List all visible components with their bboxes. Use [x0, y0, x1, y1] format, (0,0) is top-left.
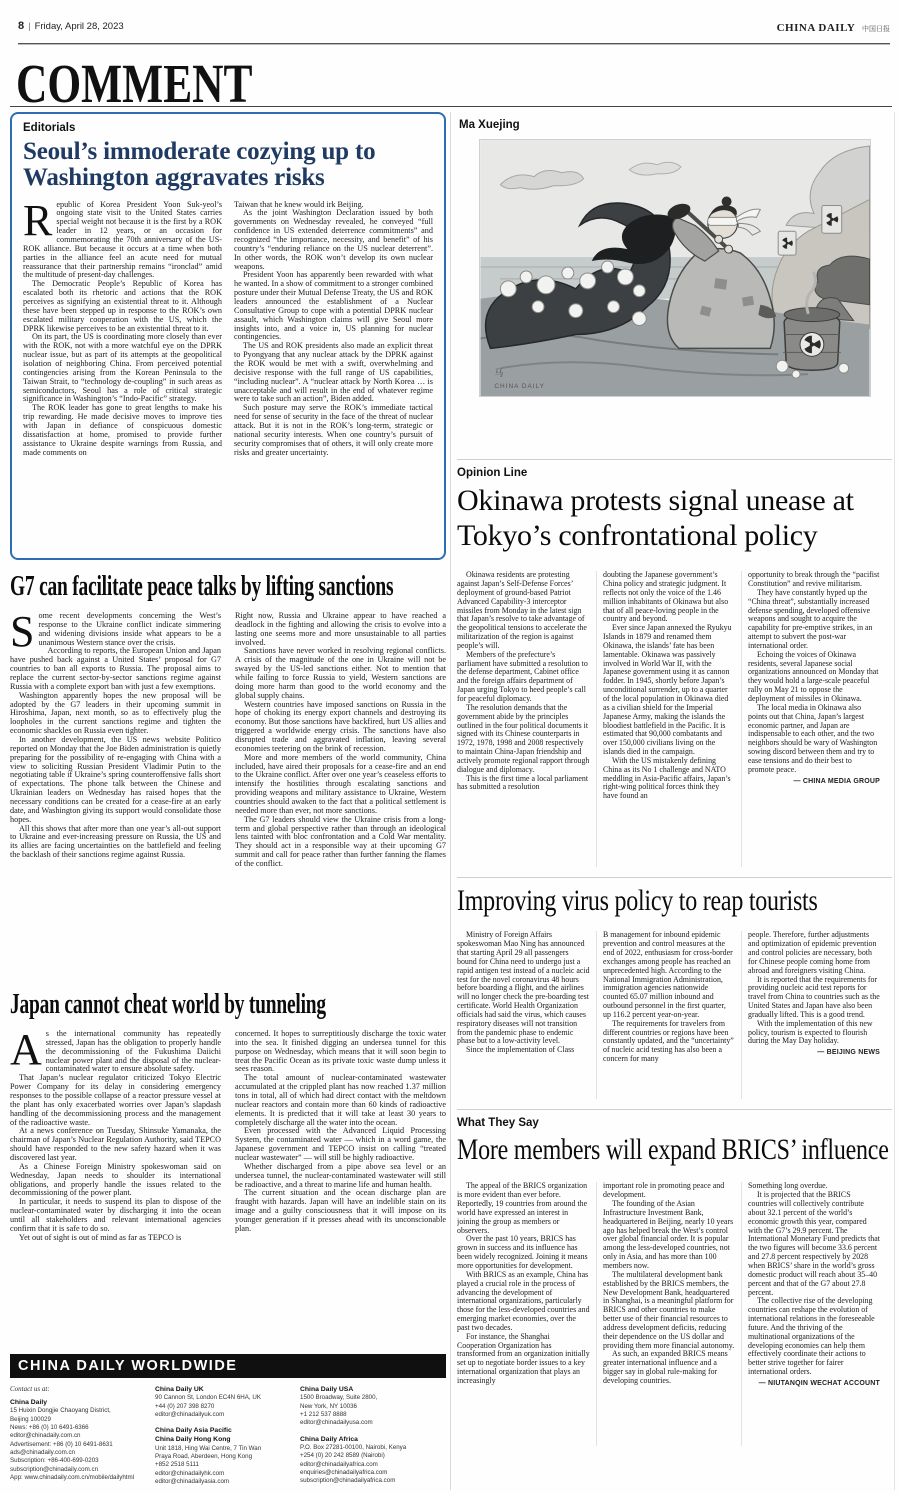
g7-headline: G7 can facilitate peace talks by lifting sanctions	[10, 570, 394, 602]
office-contact-line: 15 Huixin Dongjie Chaoyang District,	[10, 1407, 111, 1415]
contact-us-label: Contact us at:	[10, 1385, 50, 1393]
virus-headline: Improving virus policy to reap tourists	[457, 884, 818, 918]
editorials-kicker: Editorials	[23, 122, 76, 134]
virus-column-1	[457, 931, 596, 1099]
article-paragraph: Okinawa residents are protesting against Japan’s Self-Defense Forces’ deployment of ground-based Patriot Advanced Capability-3 interceptor missiles from Monday in the latest sign that Japan’s resolve to take advantage of the geopolitical tensions to accelerate the militarization of the region is against people’s will.	[457, 571, 587, 650]
section-rule	[457, 877, 892, 878]
office-name: China Daily UK	[155, 1386, 204, 1393]
office-contact-line: editor@chinadailyhk.com	[155, 1469, 225, 1477]
virus-body	[457, 931, 892, 1099]
article-paragraph: Something long overdue.	[748, 1182, 828, 1191]
article-paragraph: In another development, the US news website Politico reported on Monday that the Joe Biden administration is quietly preparing for the possibility of re-engaging with China with a view to soliciting Russian President Vladimir Putin to the negotiating table if Ukraine’s spring counteroffensive falls short of expectations. The phone talk between the Chinese and Ukrainian leaders on Wednesday has raised hopes that the necessary conditions can be created for a cease-fire at an early date, and Washington giving its support would consolidate those hopes.	[10, 735, 221, 824]
office-contact-line: subscription@chinadailyafrica.com	[300, 1477, 396, 1485]
article-paragraph: Echoing the voices of Okinawa residents, several Japanese social organizations announced on Monday that they would hold a large-scale peaceful rally on May 21 to oppose the deployment of missiles in Okinawa.	[748, 649, 879, 703]
article-paragraph: Taiwan that he knew would irk Beijing.	[234, 200, 364, 209]
article-paragraph: As a Chinese Foreign Ministry spokeswoman said on Wednesday, Japan needs to shoulder its international obligations, and properly handle the issues related to the decommissioning of the power plant.	[10, 1161, 221, 1198]
okinawa-column-2	[596, 571, 741, 867]
g7-column-1	[10, 612, 221, 869]
article-paragraph: The US and ROK presidents also made an explicit threat to Pyongyang that any nuclear attack by the DPRK against the ROK would be met with a swift, overwhelming and decisive response with the full range of US capabilities, “including nuclear”. A “nuclear attack by North Korea … is unacceptable and will result in the end of whatever regime were to take such an action”, Biden added.	[234, 341, 433, 404]
okinawa-column-3-text	[748, 571, 880, 774]
okinawa-signoff: — CHINA MEDIA GROUP	[793, 777, 880, 785]
office-contact-line: Unit 1818, Hing Wai Centre, 7 Tin Wan	[155, 1444, 262, 1452]
virus-signoff: — BEIJING NEWS	[817, 1049, 880, 1057]
brics-column-2	[596, 1182, 741, 1446]
office-contact-line: +1 212 537 8888	[300, 1410, 347, 1418]
japan-headline: Japan cannot cheat world by tunneling	[10, 988, 326, 1020]
brics-column-1	[457, 1182, 596, 1446]
okinawa-headline: Okinawa protests signal unease at Tokyo’s confrontational policy	[457, 484, 854, 553]
article-paragraph: Ever since Japan annexed the Ryukyu Islands in 1879 and renamed them Okinawa, the islands’ fate has been lamentable. Okinawa was passively involved in World War II, with the Japanese government using it as cannon fodder. In 1945, shortly before Japan’s unconditional surrender, up to a quarter of the local population in Okinawa died as a civilian shield for the Imperial Japanese Army, making the islands the bloodiest battlefield in the Pacific. It is estimated that 90,000 combatants and over 150,000 civilians living on the islands died in the campaign.	[603, 623, 732, 757]
article-paragraph: concerned. It hopes to surreptitiously discharge the toxic water into the sea. It finished digging an undersea tunnel for this purpose on Wednesday, which means that it will soon begin to treat the Pacific Ocean as its private toxic waste dump unless it sees reason.	[235, 1030, 446, 1074]
g7-column-2	[235, 612, 446, 869]
office-name: China Daily USA	[300, 1386, 354, 1393]
article-paragraph: Ministry of Foreign Affairs spokeswoman Mao Ning has announced that starting April 29 all passengers bound for China need to undergo just a rapid antigen test instead of a nucleic acid test for the novel coronavirus 48 hours before boarding a flight, and the airlines will no longer check the pre-boarding test certificate. World Health Organization officials had said the virus, which causes respiratory diseases will not transition from the pandemic phase to endemic phase but to a low-activity level.	[457, 931, 590, 1046]
article-paragraph: The resolution demands that the government abide by the principles outlined in the four political documents it signed with its Chinese counterparts in 1972, 1978, 1998 and 2008 respectively to maintain China-Japan friendship and actively promote regional rapport through dialogue and diplomacy.	[457, 702, 590, 774]
office-block	[155, 1385, 300, 1419]
worldwide-column-3	[300, 1385, 445, 1493]
office-contact-line: P.O. Box 27281-00100, Nairobi, Kenya	[300, 1443, 407, 1451]
article-paragraph: That Japan’s nuclear regulator criticized Tokyo Electric Power Company for its delay in considering emergency responses to the possible collapse of a reactor pressure vessel at the plant has only exacerbated worries over Japan’s slapdash handling of the decommissioning process and the management of the radioactive waste.	[10, 1073, 221, 1127]
article-paragraph: Washington apparently hopes the new proposal will be adopted by the G7 leaders in their upcoming summit in Hiroshima, Japan, next month, so as to effectively plug the loopholes in the current sanctions regime and tighten the economic shackles on Russia even tighter.	[10, 690, 221, 736]
office-contact-line: +254 (0) 20 242 8589 (Nairobi)	[300, 1452, 385, 1460]
okinawa-column-1	[457, 571, 596, 867]
article-paragraph: Such posture may serve the ROK’s immediate tactical need for sense of security in the face of the threat of nuclear attack. But it is not in the ROK’s long-term, strategic or national security interests. When one country’s pursuit of security compromises that of others, it will only create more risks and greater uncertainty.	[234, 403, 433, 457]
office-list-3	[300, 1385, 445, 1486]
right-column-region	[457, 112, 892, 1494]
office-contact-line: enquiries@chinadailyafrica.com	[300, 1468, 388, 1476]
article-paragraph: Since the implementation of Class	[466, 1045, 575, 1055]
editorial-headline: Seoul’s immoderate cozying up to Washington aggravates risks	[23, 138, 376, 192]
article-paragraph: Some recent developments concerning the West’s response to the Ukraine conflict indicate simmering and widening divisions inside what appears to be a unanimous Western stance over the crisis.	[10, 612, 221, 656]
cartoon-signature: CHINA DAILY	[494, 383, 545, 391]
article-paragraph: All this shows that after more than one year’s all-out support to Ukraine and ever-increasing pressure on Russia, the US and its allies are facing uncertainties on the battlefield and feeling the backlash of their sanctions regime against Russia.	[10, 823, 221, 860]
editorial-column-1	[23, 201, 222, 458]
editorial-column-2	[234, 201, 433, 458]
office-contact-line: subscription@chinadaily.com.cn	[10, 1465, 99, 1473]
article-paragraph: The collective rise of the developing countries can reshape the evolution of international relations in the foreseeable future. And the thriving of the multinational organizations of the developing economies can help them effectively coordinate their actions to better strive together for fairer international orders.	[748, 1296, 875, 1377]
article-paragraph: Western countries have imposed sanctions on Russia in the hope of choking its energy export channels and destroying its economy. But those sanctions have backfired, hurt US allies and triggered a worldwide energy crisis. The sanctions have also disrupted trade and aggravated inflation, leaving several economies teetering on the brink of recession.	[235, 699, 446, 753]
article-paragraph: Members of the prefecture’s parliament have submitted a resolution to the defense department, Cabinet office and the foreign affairs department of Japan urging Tokyo to heed people’s call for peaceful diplomacy.	[457, 649, 588, 703]
worldwide-banner: CHINA DAILY WORLDWIDE	[10, 1354, 446, 1378]
article-paragraph: B management for inbound epidemic prevention and control measures at the end of 2022, enthusiasm for cross-border exchanges among people has reached an unprecedented high. According to the National Immigration Administration, immigration agencies nationwide counted 65.07 million inbound and outbound personnel in the first quarter, up 116.2 percent year-on-year.	[603, 931, 733, 1019]
worldwide-contacts	[10, 1385, 446, 1493]
japan-column-2	[235, 1030, 446, 1243]
office-block	[300, 1385, 445, 1428]
article-paragraph: At a news conference on Tuesday, Shinsuke Yamanaka, the chairman of Japan’s Nuclear Regulation Authority, said TEPCO should have responded to the new safety hazard when it was discovered last year.	[10, 1126, 221, 1163]
editorials-box	[10, 112, 446, 560]
g7-body	[10, 612, 446, 869]
article-paragraph: The founding of the Asian Infrastructure Investment Bank, headquartered in Beijing, nearly 10 years ago has helped break the West’s control over global financial order. It is popular among the less-developed countries, not only in Asia, and has more than 100 members now.	[603, 1199, 734, 1270]
what-they-say-kicker: What They Say	[457, 1117, 539, 1130]
office-contact-line: editor@chinadailyasia.com	[155, 1478, 230, 1486]
office-contact-line: Advertisement: +86 (0) 10 6491-8631	[10, 1440, 113, 1448]
worldwide-column-1	[10, 1385, 155, 1493]
brics-column-3	[741, 1182, 886, 1446]
office-contact-line: editor@chinadailyuk.com	[155, 1410, 225, 1418]
office-list-1	[10, 1398, 155, 1482]
article-paragraph: doubting the Japanese government’s China policy and strategic judgment. It reflects not only the voice of the 1.46 million inhabitants of Okinawa but also that of all peace-loving people in the country and beyond.	[603, 571, 729, 624]
masthead-rule	[10, 106, 892, 107]
article-paragraph: According to reports, the European Union and Japan have pushed back against a United States’ proposal for G7 countries to ban all exports to Russia. The proposal aims to replace the current sector-by-sector sanctions regime against Russia with a complete export ban with just a few exemptions.	[10, 646, 221, 691]
office-contact-line: Beijing 100029	[10, 1415, 51, 1423]
page-number: 8	[18, 20, 25, 32]
office-name: China Daily Asia Pacific	[155, 1427, 232, 1435]
article-paragraph: The current situation and the ocean discharge plan are fraught with hazards. Japan will have an indelible stain on its image and a guilty consciousness that it will impose on its younger generation if it presses ahead with its unconscionable plan.	[235, 1188, 446, 1233]
article-paragraph: important role in promoting peace and development.	[603, 1182, 725, 1200]
article-paragraph: The local media in Okinawa also points out that China, Japan’s largest economic partner, and Japan are indispensable to each other, and the two neighbors should be wary of Washington sowing discord between them and try to ease tensions and do their best to promote peace.	[748, 702, 878, 774]
article-paragraph: The appeal of the BRICS organization is more evident than ever before. Reportedly, 19 countries from around the world have expressed an interest in joining the group as members or observers.	[457, 1182, 588, 1235]
g7-article	[10, 570, 446, 978]
article-paragraph: In particular, it needs to suspend its plan to dispose of the nuclear-contaminated water by discharging it into the ocean until all stakeholders and relevant international agencies confirm that it is safe to do so.	[10, 1197, 221, 1233]
office-contact-line: 1500 Broadway, Suite 2800,	[300, 1394, 378, 1402]
editorial-cartoon	[479, 139, 871, 397]
office-contact-line: editor@chinadaily.com.cn	[10, 1432, 81, 1440]
article-paragraph: Right now, Russia and Ukraine appear to have reached a deadlock in the fighting and allowing the crisis to evolve into a lasting one seems more and more unsustainable to all parties involved.	[235, 612, 446, 647]
brics-body	[457, 1182, 892, 1446]
article-paragraph: The multilateral development bank established by the BRICS members, the New Development Bank, headquartered in Shanghai, is a meaningful platform for BRICS and other countries to make better use of their financial resources to address development deficits, reducing their dependence on the US dollar and providing them more financial autonomy.	[603, 1269, 735, 1350]
article-paragraph: The requirements for travelers from different countries or regions have been constantly updated, and the “uncertainty” of nucleic acid testing has also been a concern for many	[603, 1018, 734, 1064]
article-paragraph: As the international community has repeatedly stressed, Japan has the obligation to properly handle the decommissioning of the Fukushima Daiichi nuclear power plant and the disposal of the nuclear-contaminated water to ensure absolute safety.	[10, 1030, 221, 1074]
article-paragraph: With BRICS as an example, China has played a crucial role in the process of advancing the development of international organizations, particularly those for the less-developed countries and emerging market economies, over the past two decades.	[457, 1269, 590, 1332]
page-header	[18, 20, 890, 38]
blindfold	[708, 217, 738, 225]
header-separator: |	[28, 21, 31, 32]
office-contact-line: +44 (0) 207 398 8270	[155, 1402, 215, 1410]
article-paragraph: For instance, the Shanghai Cooperation Organization has transformed from an organization initially set up to negotiate border issues to a key international organization that plays an increasingly	[457, 1331, 590, 1385]
okinawa-body	[457, 571, 892, 867]
office-block	[300, 1435, 445, 1486]
drop-cap: A	[10, 1030, 42, 1074]
office-contact-line: App: www.chinadaily.com.cn/mobile/dailyhtml	[10, 1474, 135, 1482]
section-masthead: COMMENT	[16, 53, 253, 114]
center-column-rule	[450, 112, 451, 1490]
worldwide-column-2	[155, 1385, 300, 1493]
virus-column-3	[741, 931, 886, 1099]
article-paragraph: This is the first time a local parliament has submitted a resolution	[457, 773, 589, 792]
article-paragraph: With the implementation of this new policy, tourism is expected to flourish during the May Day holiday.	[748, 1018, 873, 1046]
article-paragraph: people. Therefore, further adjustments and optimization of epidemic prevention and control policies are necessary, both for Chinese people coming home from abroad and foreigners visiting China.	[748, 931, 877, 975]
brand-chinese-logo: 中国日报	[862, 26, 890, 33]
office-contact-line: editor@chinadailyusa.com	[300, 1419, 373, 1427]
office-contact-line: News: +86 (0) 10 6491-6366	[10, 1423, 89, 1431]
japan-column-1	[10, 1030, 221, 1243]
article-paragraph: With the US mistakenly defining China as its No 1 challenge and NATO meddling in Asia-Pacific affairs, Japan’s right-wing political forces think they have found an	[603, 755, 731, 801]
section-rule	[457, 1109, 892, 1110]
article-paragraph: Sanctions have never worked in resolving regional conflicts. A crisis of the magnitude of the one in Ukraine will not be swayed by the US-led sanctions either. Not to mention that while failing to force Russia to yield, Western sanctions are doing more harm than good to the world economy and the global supply chains.	[235, 646, 446, 700]
article-paragraph: The G7 leaders should view the Ukraine crisis from a long-term and global perspective rather than through an ideological lens tainted with bloc confrontation and a Cold War mentality. They should act in a responsible way at their upcoming G7 summit and call for peace rather than further fanning the flames of the conflict.	[235, 814, 446, 869]
article-paragraph: The Democratic People’s Republic of Korea has escalated both its rhetoric and actions that the ROK perceives as signifying an existential threat to it. Although these have been stepped up in response to the ROK’s own escalated military cooperation with the US, which the DPRK likewise perceives to be an existential threat to it.	[23, 279, 222, 333]
virus-column-3-text	[748, 931, 880, 1046]
office-contact-line: 90 Cannon St, London EC4N 6HA, UK	[155, 1394, 261, 1402]
right-edge-rule	[894, 112, 895, 1490]
header-rule	[18, 43, 890, 45]
office-contact-line: +852 2518 5111	[155, 1461, 199, 1469]
virus-column-2	[596, 931, 741, 1099]
japan-article	[10, 988, 446, 1346]
page-date: Friday, April 28, 2023	[34, 21, 124, 32]
article-paragraph: Yet out of sight is out of mind as far as TEPCO is	[19, 1232, 182, 1242]
office-name: China Daily Africa	[300, 1435, 358, 1443]
office-contact-line: ads@chinadaily.com.cn	[10, 1448, 75, 1456]
article-paragraph: It is reported that the requirements for providing nucleic acid test reports for travel from China to countries such as the United States and Japan have also been gradually lifted. This is a good trend.	[748, 974, 880, 1019]
office-contact-line: New York, NY 10036	[300, 1402, 357, 1410]
article-paragraph: Even processed with the Advanced Liquid Processing System, the contaminated water — which in a word game, the Japanese government and TEPCO insist on calling “treated nuclear wastewater” — will still be highly radioactive.	[235, 1126, 446, 1163]
header-brand	[777, 22, 890, 34]
left-column-region	[10, 112, 446, 1493]
article-paragraph: The total amount of nuclear-contaminated wastewater accumulated at the crippled plant has now reached 1.37 million tons in total, all of which had direct contact with the meltdown nuclear reactors and contain more than 60 kinds of radioactive elements. It is predicted that it will take at least 30 years to completely discharge all the water into the ocean.	[235, 1073, 446, 1127]
article-paragraph: President Yoon has apparently been rewarded with what he wanted. In a show of commitment to a stronger combined posture under their Mutual Defense Treaty, the US and ROK leaders announced the establishment of a Nuclear Consultative Group to cope with a potential DPRK nuclear assault, which Washington claims will give Seoul more insights into, and a voice in, US planning for nuclear contingencies.	[234, 270, 433, 342]
brics-column-3-text	[748, 1182, 880, 1377]
office-contact-line: editor@chinadailyafrica.com	[300, 1460, 378, 1468]
brics-headline: More members will expand BRICS’ influence	[457, 1133, 889, 1167]
office-contact-line: Subscription: +86-400-699-0203	[10, 1457, 99, 1465]
office-name: China Daily	[10, 1399, 48, 1406]
article-paragraph: Republic of Korea President Yoon Suk-yeol’s ongoing state visit to the United States carries special weight not because it is the first by a ROK leader in 12 years, or an occasion for commemorating the 70th anniversary of the US-ROK alliance. But because it occurs at a time when both parties in the alliance feel an acute need for mutual reassurance that their partnership remains “ironclad” amid the multitude of present-day challenges.	[23, 200, 222, 280]
cartoonist-byline: Ma Xuejing	[459, 119, 520, 131]
office-block	[155, 1426, 300, 1486]
opinion-line-kicker: Opinion Line	[457, 467, 528, 479]
article-paragraph: On its part, the US is coordinating more closely than ever with the ROK, not with a more watchful eye on the DPRK nuclear issue, but as part of its attempts at the geopolitical isolation of neighboring China. From perceived potential contingencies arising from the Korean Peninsula to the Taiwan Strait, to “technology de-coupling” in such areas as semiconductors, Seoul has a role of critical strategic significance in Washington’s “Indo-Pacific” strategy.	[23, 332, 222, 404]
okinawa-column-3	[741, 571, 886, 867]
section-rule	[457, 459, 892, 460]
article-paragraph: It is projected that the BRICS countries will collectively contribute about 32.1 percent of the world’s economic growth this year, compared with the G7’s 29.9 percent. The International Monetary Fund predicts that the two figures will become 33.6 percent and 27.8 percent respectively by 2028 when BRICS’ share in the world’s gross domestic product will reach about 35–40 percent and that of the G7 about 27.8 percent.	[748, 1190, 880, 1297]
article-paragraph: More and more members of the world community, China included, have aired their proposals for a cease-fire and an end to the Ukraine conflict. After over one year’s ceaseless efforts to intensify the hostilities through escalating sanctions and providing weapons and military assistance to Ukraine, Western countries should awaken to the fact that a political settlement is needed more than ever, not more sanctions.	[235, 752, 446, 815]
article-paragraph: Whether discharged from a pipe above sea level or an undersea tunnel, the nuclear-contaminated wastewater will still be radioactive, and a threat to marine life and human health.	[235, 1161, 446, 1189]
office-name: China Daily Hong Kong	[155, 1436, 231, 1444]
cartoon-signature-mark: 马	[494, 368, 504, 379]
editorial-body	[23, 201, 433, 458]
office-list-2	[155, 1385, 300, 1486]
office-block	[10, 1398, 155, 1482]
article-paragraph: As the joint Washington Declaration issued by both governments on Wednesday revealed, he conveyed “full confidence in US extended deterrence commitments” and recognized “the importance, necessity, and benefit” of his country’s “enduring reliance on the US nuclear deterrent”. In other words, the ROK won’t develop its own nuclear weapons.	[234, 208, 433, 271]
office-contact-line: Praya Road, Aberdeen, Hong Kong	[155, 1452, 253, 1460]
drop-cap: S	[10, 612, 35, 656]
article-paragraph: The ROK leader has gone to great lengths to make his trip rewarding. He made decisive moves to improve ties with Japan in defiance of conspicuous domestic dissatisfaction at home, promised to provide further assistance to Ukraine despite warnings from Russia, and made comments on	[23, 403, 222, 457]
brand-wordmark: CHINA DAILY	[776, 22, 856, 34]
article-paragraph: opportunity to break through the “pacifist Constitution” and revive militarism.	[748, 571, 880, 589]
drop-cap: R	[23, 200, 53, 245]
japan-body	[10, 1030, 446, 1243]
article-paragraph: They have constantly hyped up the “China threat”, substantially increased defense spending, developed offensive weapons and sought to acquire the capability for pre-emptive strikes, in an attempt to subvert the post-war international order.	[748, 587, 873, 650]
article-paragraph: Over the past 10 years, BRICS has grown in success and its influence has been widely recognized. Joining it means more opportunities for development.	[457, 1234, 588, 1270]
brics-signoff: — NIUTANQIN WECHAT ACCOUNT	[758, 1379, 880, 1387]
article-paragraph: As such, an expanded BRICS means greater international influence and a bigger say in global rule-making for developing countries.	[603, 1349, 728, 1385]
